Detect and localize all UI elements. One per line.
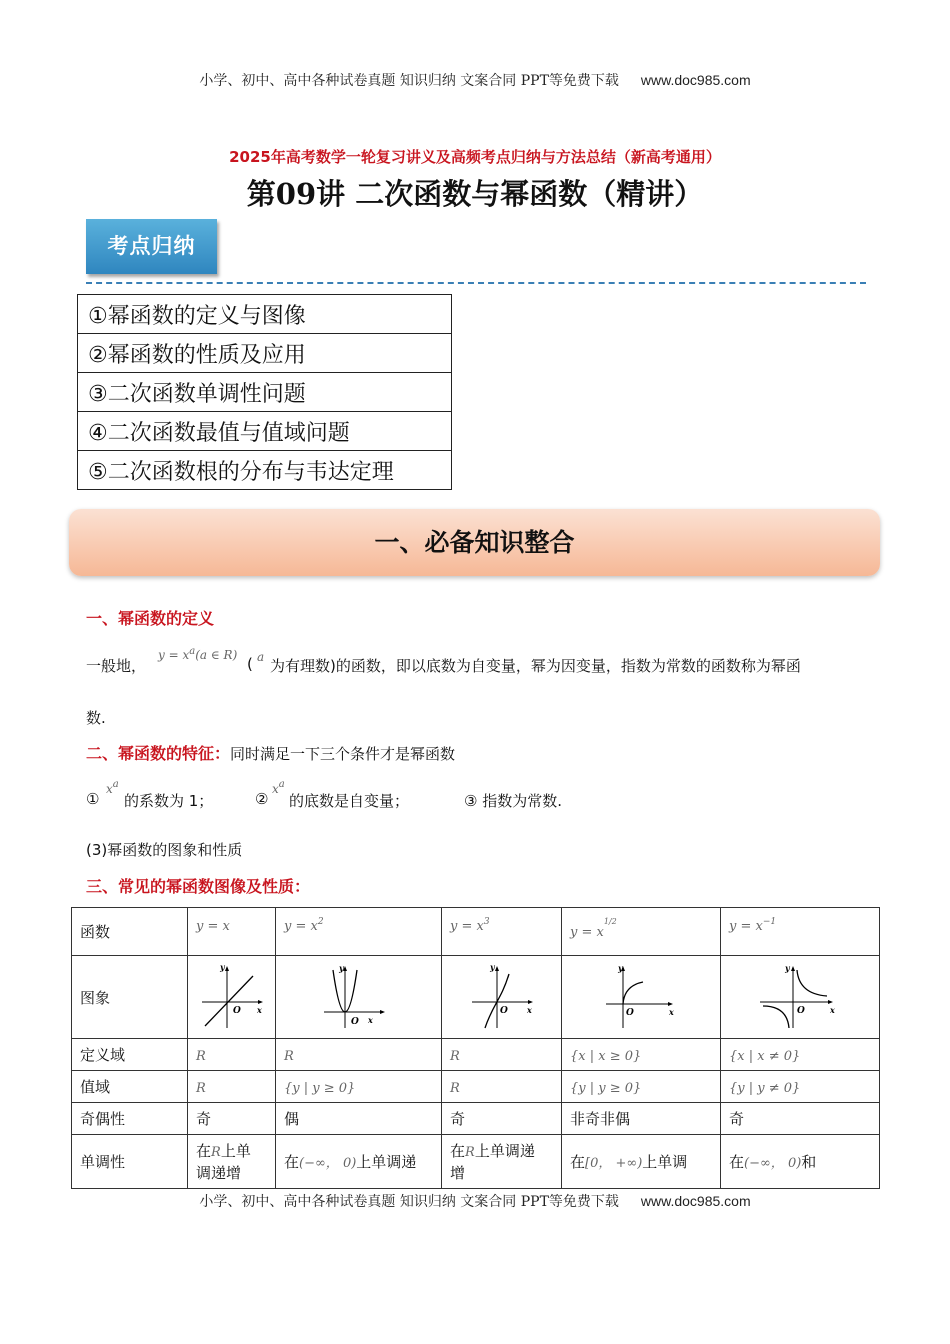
domain-cell: R bbox=[276, 1039, 442, 1071]
svg-text:y: y bbox=[219, 962, 225, 972]
graph-cell bbox=[442, 956, 562, 1039]
condition-2-text: 的底数是自变量； bbox=[289, 792, 410, 810]
feature-text: 同时满足一下三个条件才是幂函数 bbox=[230, 745, 456, 763]
row-label: 定义域 bbox=[72, 1039, 188, 1071]
page-title: 第09讲 二次函数与幂函数（精讲） bbox=[246, 177, 704, 211]
definition-heading: 一、幂函数的定义 bbox=[86, 609, 215, 628]
function-cell: $y = x^{-1}$ bbox=[721, 908, 880, 956]
range-cell: R bbox=[188, 1071, 276, 1103]
svg-text:O: O bbox=[350, 1017, 359, 1027]
graph-cube bbox=[467, 962, 537, 1032]
domain-cell: {x | x ≥ 0} bbox=[562, 1039, 721, 1071]
svg-text:x: x bbox=[367, 1015, 373, 1025]
graph-square bbox=[319, 962, 399, 1032]
graph-sqrt bbox=[601, 962, 681, 1032]
row-label: 函数 bbox=[72, 908, 188, 956]
feature-heading: 二、幂函数的特征： bbox=[86, 744, 231, 763]
domain-cell: {x | x ≠ 0} bbox=[721, 1039, 880, 1071]
range-cell: {y | y ≠ 0} bbox=[721, 1071, 880, 1103]
parity-cell: 奇 bbox=[442, 1103, 562, 1135]
topic-item: ②幂函数的性质及应用 bbox=[78, 334, 452, 373]
topic-item: ④二次函数最值与值域问题 bbox=[78, 412, 452, 451]
topic-item: ①幂函数的定义与图像 bbox=[78, 295, 452, 334]
definition-paren: ( bbox=[247, 655, 253, 673]
section-badge: 考点归纳 bbox=[86, 219, 217, 274]
graph-cell bbox=[188, 956, 276, 1039]
parity-cell: 非奇非偶 bbox=[562, 1103, 721, 1135]
row-label: 奇偶性 bbox=[72, 1103, 188, 1135]
mono-cell: 在(−∞， 0)上单调递 bbox=[276, 1135, 442, 1189]
definition-formula: $y = x^a(a$ ∈ R) bbox=[158, 646, 238, 662]
alpha-symbol: a bbox=[257, 650, 265, 664]
function-cell: $y = x^{1/2}$ bbox=[562, 908, 721, 956]
svg-text:x: x bbox=[669, 1007, 674, 1017]
table-row bbox=[72, 908, 880, 956]
parity-cell: 奇 bbox=[188, 1103, 276, 1135]
graph-cell bbox=[721, 956, 880, 1039]
table-row bbox=[72, 1039, 880, 1071]
graph-cell bbox=[562, 956, 721, 1039]
svg-text:x: x bbox=[256, 1005, 262, 1015]
graph-cell bbox=[276, 956, 442, 1039]
range-cell: R bbox=[442, 1071, 562, 1103]
footer-site: www.doc985.com bbox=[640, 1193, 751, 1209]
table-row bbox=[72, 1071, 880, 1103]
power-function-table bbox=[71, 907, 880, 1189]
mono-cell: 在R上单调递 增 bbox=[442, 1135, 562, 1189]
function-cell: $y = x^3$ bbox=[442, 908, 562, 956]
definition-body: 为有理数)的函数，即以底数为自变量，幂为因变量，指数为常数的函数称为幂函 bbox=[270, 657, 801, 675]
mono-cell: 在(−∞， 0)和 bbox=[721, 1135, 880, 1189]
topic-list bbox=[77, 294, 452, 490]
range-cell: {y | y ≥ 0} bbox=[562, 1071, 721, 1103]
table-row bbox=[72, 1135, 880, 1189]
page-header bbox=[0, 70, 950, 90]
header-site: www.doc985.com bbox=[640, 72, 751, 88]
svg-text:y: y bbox=[618, 963, 623, 973]
svg-text:O: O bbox=[499, 1006, 508, 1016]
row-label: 单调性 bbox=[72, 1135, 188, 1189]
svg-text:x: x bbox=[830, 1005, 835, 1015]
svg-text:O: O bbox=[232, 1006, 241, 1016]
svg-text:y: y bbox=[338, 963, 344, 973]
svg-text:y: y bbox=[489, 962, 495, 972]
domain-cell: R bbox=[188, 1039, 276, 1071]
mono-cell: 在R上单 调递增 bbox=[188, 1135, 276, 1189]
condition-3-text: ③ 指数为常数. bbox=[464, 792, 562, 810]
parity-cell: 偶 bbox=[276, 1103, 442, 1135]
mono-cell: 在[0， +∞)上单调 bbox=[562, 1135, 721, 1189]
svg-text:O: O bbox=[626, 1008, 634, 1018]
feature-line bbox=[86, 741, 455, 764]
table-row bbox=[72, 956, 880, 1039]
row-label: 值域 bbox=[72, 1071, 188, 1103]
page-footer bbox=[0, 1191, 950, 1211]
graph-property-note: (3)幂函数的图象和性质 bbox=[86, 841, 243, 859]
section-banner: 一、必备知识整合 bbox=[69, 509, 880, 576]
definition-end: 数. bbox=[86, 709, 106, 727]
condition-2-mark: ② bbox=[255, 790, 269, 808]
svg-text:y: y bbox=[785, 963, 790, 973]
common-functions-heading: 三、常见的幂函数图像及性质： bbox=[86, 877, 311, 896]
graph-linear bbox=[197, 962, 267, 1032]
condition-1-mark: ① bbox=[86, 790, 100, 808]
condition-1-math: $x^a$ bbox=[106, 779, 119, 796]
svg-text:x: x bbox=[526, 1005, 532, 1015]
topic-item: ③二次函数单调性问题 bbox=[78, 373, 452, 412]
range-cell: {y | y ≥ 0} bbox=[276, 1071, 442, 1103]
domain-cell: R bbox=[442, 1039, 562, 1071]
table-row bbox=[72, 1103, 880, 1135]
dashed-divider bbox=[86, 282, 866, 284]
parity-cell: 奇 bbox=[721, 1103, 880, 1135]
footer-text: 小学、初中、高中各种试卷真题 知识归纳 文案合同 PPT等免费下载 bbox=[199, 1194, 619, 1210]
document-subtitle: 2025年高考数学一轮复习讲义及高频考点归纳与方法总结（新高考通用） bbox=[229, 148, 721, 166]
function-cell: $y = x^2$ bbox=[276, 908, 442, 956]
function-cell: y = x bbox=[188, 908, 276, 956]
svg-text:O: O bbox=[797, 1006, 805, 1016]
topic-item: ⑤二次函数根的分布与韦达定理 bbox=[78, 451, 452, 490]
definition-lead: 一般地， bbox=[86, 657, 147, 675]
condition-2-math: $x^a$ bbox=[272, 779, 285, 796]
definition-paragraph bbox=[86, 655, 146, 676]
row-label: 图象 bbox=[72, 956, 188, 1039]
condition-1-text: 的系数为 1； bbox=[124, 792, 214, 810]
header-text: 小学、初中、高中各种试卷真题 知识归纳 文案合同 PPT等免费下载 bbox=[199, 73, 619, 89]
graph-reciprocal bbox=[755, 962, 845, 1032]
